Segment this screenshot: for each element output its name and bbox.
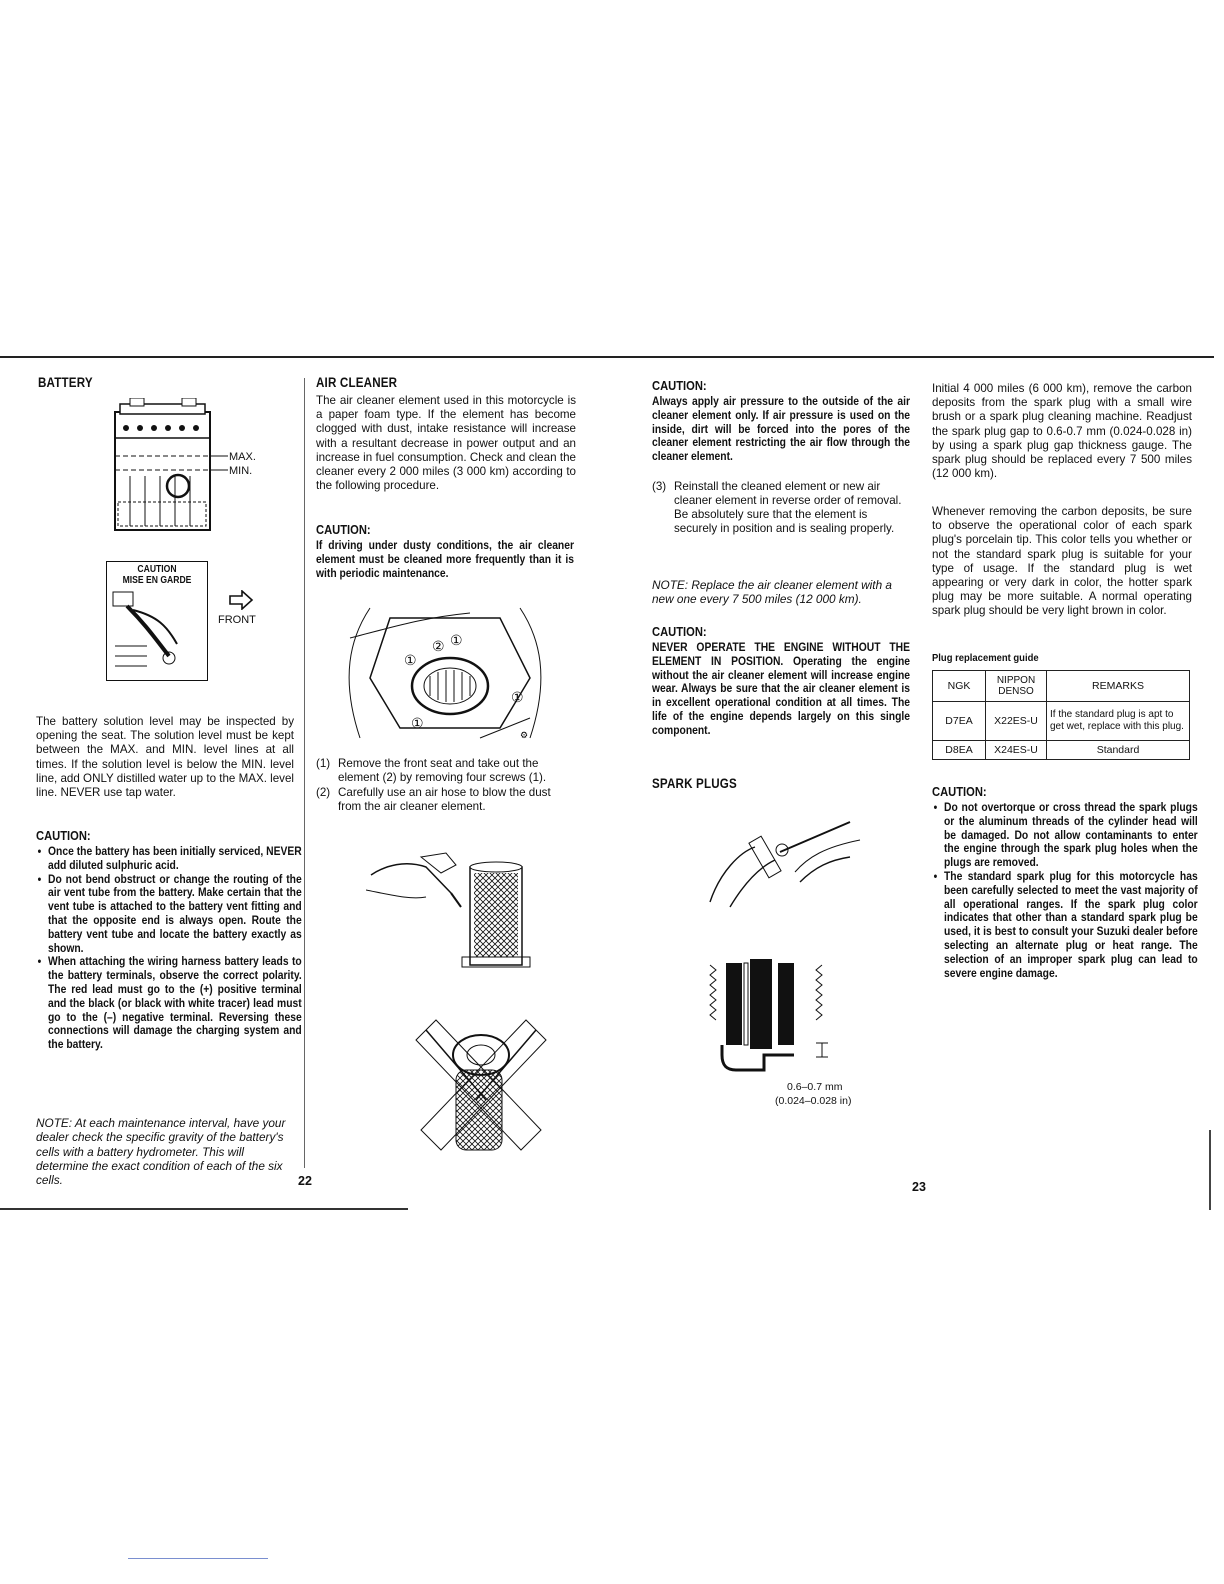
battery-caution — [36, 828, 336, 1052]
spark-plug-gap-diagram — [704, 955, 844, 1080]
table-header-row — [933, 671, 1190, 702]
header-ngk: NGK — [933, 671, 986, 702]
max-label: MAX. — [229, 451, 256, 463]
caution2-text: NEVER OPERATE THE ENGINE WITHOUT THE ELEMENT IN POSITION. Operating the engine without the air cleaner element will increase engine wear. Always be sure that the air cleaner element is in excellent operational condition at all times. The life of the engine depends largely on this single component. — [652, 640, 910, 737]
element-install-illustration — [406, 1000, 556, 1160]
callout-screw: ① — [511, 689, 524, 705]
spark-para1-wrap — [932, 382, 1192, 481]
caution1-title: CAUTION: — [652, 378, 707, 393]
spark-caution-title: CAUTION: — [932, 784, 987, 799]
page-number-22: 22 — [298, 1174, 312, 1188]
caution2-title: CAUTION: — [652, 624, 707, 639]
air-cleaner-caution-text: If driving under dusty conditions, the air cleaner element must be cleaned more frequently than it is with periodic maintenance. — [316, 538, 574, 580]
page-edge-mark — [1209, 1130, 1211, 1210]
table-row: D8EA X24ES-U Standard — [933, 741, 1190, 760]
air-cleaner-steps — [316, 757, 576, 814]
gap-label-in: (0.024–0.028 in) — [775, 1095, 852, 1107]
caution1-text: Always apply air pressure to the outside of the air cleaner element only. If air pressure is used on the inside, dirt will be forced into the pores of the cleaner element restricting the air flow through the cleaner element. — [652, 394, 910, 464]
spark-caution-item: • The standard spark plug for this motorcycle has been carefully selected to meet the vast majority of all operational ranges. If the spark plug color indicates that other than a standard spark plug be used, it is best to consult your Suzuki dealer before selecting an alternate plug or heat range. The selection of an improper spark plug can lead to severe engine damage. — [944, 870, 1198, 980]
spark-caution-item: • Do not overtorque or cross thread the spark plugs or the aluminum threads of the cylinder head will be damaged. Do not allow contaminants to enter the engine through the spark plug holes when the plugs are removed. — [944, 801, 1198, 870]
svg-text:⚙: ⚙ — [520, 730, 529, 740]
spark-caution — [932, 784, 1224, 980]
replace-note-wrap — [652, 566, 912, 618]
caution-label-line1: CAUTION — [137, 564, 177, 575]
table-row: D7EA X22ES-U If the standard plug is apt to get wet, replace with this plug. — [933, 702, 1190, 741]
plug-replacement-table — [932, 670, 1190, 760]
caution-label-figure — [106, 561, 208, 681]
battery-caution-item: • Once the battery has been initially serviced, NEVER add diluted sulphuric acid. — [48, 845, 302, 873]
battery-heading-wrap — [38, 375, 102, 390]
min-label: MIN. — [229, 465, 253, 477]
battery-note: NOTE: At each maintenance interval, have your dealer check the specific gravity of the battery's cells with a battery hydrometer. This will determine the exact condition of each of the six cells. — [36, 1115, 286, 1188]
vent-tube-diagram — [107, 586, 205, 676]
callout-screw: ① — [450, 632, 463, 648]
spark-plug-cleaning-illustration — [700, 812, 870, 912]
spark-heading-wrap — [652, 776, 751, 791]
battery-caution-item: • When attaching the wiring harness battery leads to the battery terminals, observe the correct polarity. The red lead must go to the (+) positive terminal and the black (or black with white tracer) lead must go to the (–) negative terminal. Reversing these connections will damage the charging system and the battery. — [48, 955, 302, 1052]
spark-para2-wrap — [932, 505, 1192, 619]
right-caution-1 — [652, 378, 952, 464]
battery-body-text: The battery solution level may be inspected by opening the seat. The solution level must be kept between the MAX. and MIN. level lines at all times. If the solution level is below the MIN. level line, add ONLY distilled water up to the MAX. level line. NEVER use tap water. — [36, 715, 294, 800]
step-item: (1) Remove the front seat and take out the element (2) by removing four screws (1). — [316, 757, 547, 784]
spark-plugs-heading: SPARK PLUGS — [652, 776, 737, 791]
spark-para2: Whenever removing the carbon deposits, be sure to observe the operational color of each spark plug's porcelain tip. This color tells you whether or not the standard spark plug is suitable for your type of usage. If the standard plug is wet appearing or very dark in color, the hotter spark plug may be more suitable. A normal operating spark plug should be very light brown in color. — [932, 505, 1192, 618]
step-item: (2) Carefully use an air hose to blow the dust from the air cleaner element. — [316, 786, 551, 813]
air-cleaner-caution — [316, 522, 616, 580]
page-number-23: 23 — [912, 1180, 926, 1194]
battery-body-wrap — [36, 715, 294, 800]
plug-table-title: Plug replacement guide — [932, 652, 1039, 664]
callout-screw: ① — [404, 652, 417, 668]
gap-label-mm: 0.6–0.7 mm — [787, 1081, 843, 1093]
battery-heading: BATTERY — [38, 375, 93, 390]
page-bottom-rule — [0, 1208, 408, 1210]
link-underline — [128, 1558, 268, 1559]
header-nippon-denso: NIPPON DENSO — [986, 671, 1047, 702]
battery-caution-title: CAUTION: — [36, 828, 91, 843]
replace-note: NOTE: Replace the air cleaner element with a new one every 7 500 miles (12 000 km). — [652, 577, 892, 607]
air-cleaner-caution-title: CAUTION: — [316, 522, 371, 537]
step3-wrap — [652, 480, 912, 536]
air-box-illustration — [330, 598, 560, 748]
callout-element: ② — [432, 638, 445, 654]
air-cleaner-body-wrap — [316, 394, 576, 493]
caution-label-line2: MISE EN GARDE — [122, 575, 192, 586]
air-cleaner-heading: AIR CLEANER — [316, 375, 398, 390]
header-remarks: REMARKS — [1047, 671, 1190, 702]
callout-screw: ① — [411, 715, 424, 731]
battery-caution-item: • Do not bend obstruct or change the routing of the air vent tube from the battery. Make certain that the vent tube is attached to the battery vent fitting and that the opposite end is always open. Route the battery vent tube and locate the battery exactly as shown. — [48, 873, 302, 956]
spark-para1: Initial 4 000 miles (6 000 km), remove the carbon deposits from the spark plug with a small wire brush or a spark plug cleaning machine. Readjust the spark plug gap to 0.6-0.7 mm (0.024-0.028 in) by using a spark plug gap thickness gauge. The spark plug should be replaced every 7 500 miles (12 000 km). — [932, 382, 1192, 481]
front-label: FRONT — [218, 614, 256, 626]
air-cleaner-heading-wrap — [316, 375, 410, 390]
right-caution-2 — [652, 624, 952, 738]
air-cleaner-body: The air cleaner element used in this motorcycle is a paper foam type. If the element has become clogged with dust, intake resistance will increase with a resultant decrease in power output and an increase in fuel consumption. Check and clean the cleaner every 2 000 miles (3 000 km) according to the following procedure. — [316, 394, 576, 493]
page-top-rule — [0, 356, 1214, 358]
battery-note-wrap — [36, 1104, 294, 1200]
step-item: (3) Reinstall the cleaned element or new air cleaner element in reverse order of removal. Be absolutely sure that the element is securely in position and is sealing properly. — [652, 480, 902, 535]
front-arrow-icon — [228, 590, 254, 610]
air-hose-illustration — [366, 845, 546, 975]
